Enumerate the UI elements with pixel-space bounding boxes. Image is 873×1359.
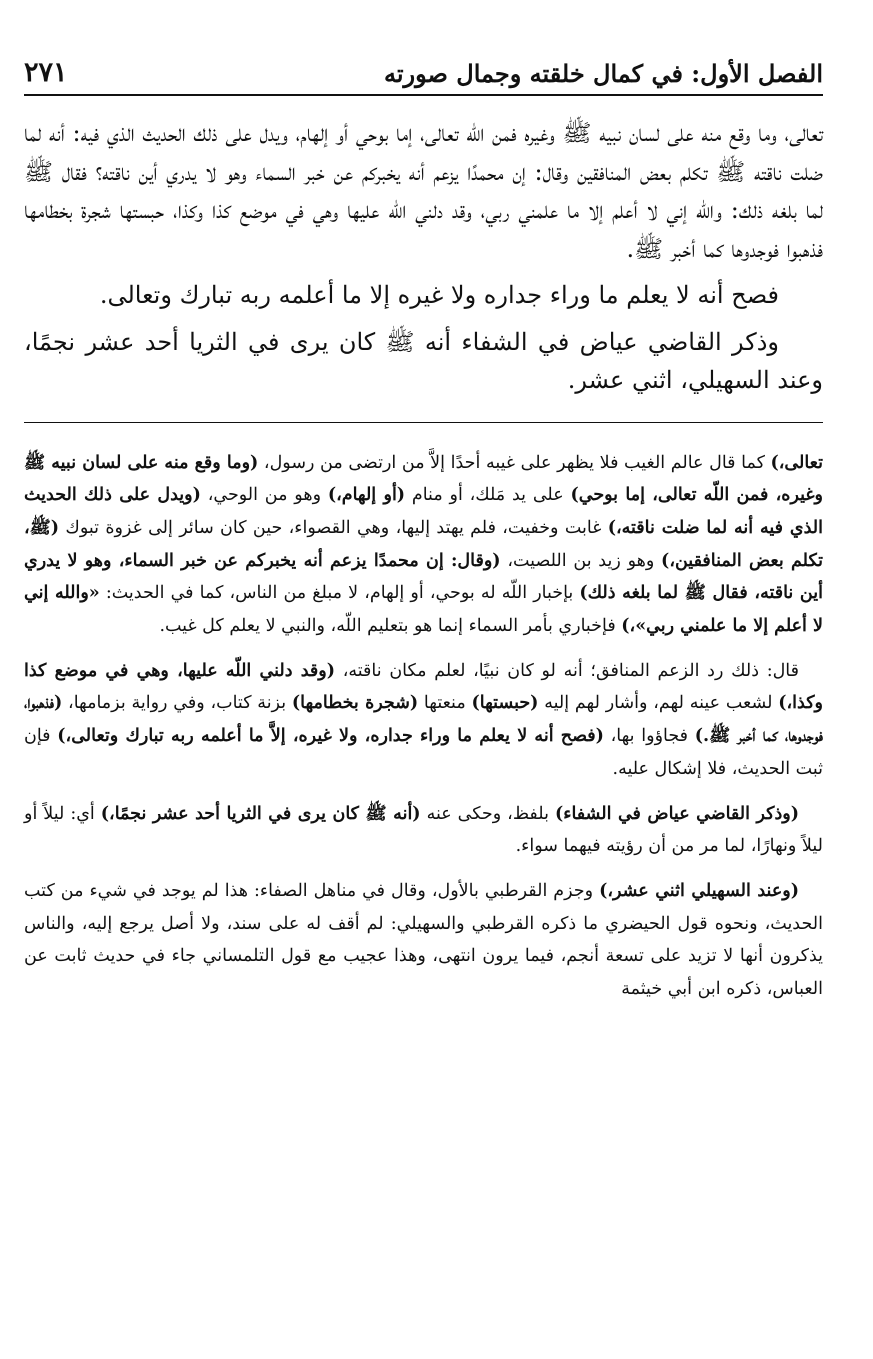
commentary-text: وهو من الوحي، <box>200 485 328 506</box>
quoted-matn: (وذكر القاضي عياض في الشفاء) <box>554 803 799 824</box>
running-header <box>24 48 823 96</box>
quoted-matn: (وما وقع منه على لسان نبيه ﷺ وغيره، فمن اللّه تعالى، إما بوحي) <box>24 452 823 506</box>
commentary-text: قال: ذلك رد الزعم المنافق؛ أنه لو كان نبيًا، لعلم مكان ناقته، <box>335 660 800 681</box>
quoted-matn: (ويدل على ذلك الحديث الذي فيه أنه لما ضلت ناقته،) <box>24 485 823 538</box>
commentary-text: أي: ليلاً أو ليلاً ونهارًا، لما مر من أن رؤيته فيهما سواء. <box>24 803 823 857</box>
commentary-text: على يد مَلك، أو منام <box>405 485 571 506</box>
commentary-text: بإخبار اللّه له بوحي، أو إلهام، لا مبلغ من الناس، كما في الحديث: <box>99 583 580 604</box>
quoted-matn: (أو إلهام،) <box>327 485 406 506</box>
commentary-text: وجزم القرطبي بالأول، وقال في مناهل الصفاء: هذا لم يوجد في شيء من كتب الحديث، ونحوه قول الحيضري ما ذكره القرطبي والسهيلي: لم أقف له على سند، ولا أصل يرجع إليه، والناس يذكرون أنها لا تزيد على تسعة أنجم، فيما يرون انتهى، وهذا عجيب مع قول التلمساني جاء في حديث ثابت عن العباس، ذكره ابن أبي خيثمة <box>24 880 823 1000</box>
commentary-text: غابت وخفيت، فلم يهتد إليها، وهي القصواء، حين كان سائر إلى غزوة تبوك <box>59 517 608 538</box>
commentary-paragraph <box>24 655 823 786</box>
main-paragraph: تعالى، وما وقع منه على لسان نبيه ﷺ وغيره فمن الله تعالى، إما بوحي أو إلهام، ويدل على ذلك الحديث الذي فيه: أنه لما ضلت ناقته ﷺ تكلم بعض المنافقين وقال: إن محمدًا يزعم أنه يخبركم عن خبر السماء وهو لا يدري أين ناقته؟ فقال ﷺ لما بلغه ذلك: والله إني لا أعلم إلا ما علمني ربي، وقد دلني الله عليها وهي في موضع كذا وكذا، حبستها شجرة بخطامها فذهبوا فوجدوها كما أخبر ﷺ. <box>24 119 823 263</box>
commentary-text: فجاؤوا بها، <box>603 726 695 747</box>
commentary-paragraph <box>24 798 823 863</box>
quoted-matn: (فصح أنه لا يعلم ما وراء جداره، ولا غيره، إلاَّ ما أعلمه ربه تبارك وتعالى،) <box>57 726 604 747</box>
footnote-divider <box>24 422 823 423</box>
chapter-title: الفصل الأول: في كمال خلقته وجمال صورته <box>383 59 823 88</box>
quoted-matn: (وعند السهيلي اثني عشر،) <box>599 880 800 901</box>
commentary-text: كما قال عالم الغيب فلا يظهر على غيبه أحدًا إلاَّ من ارتضى من رسول، <box>258 452 771 473</box>
quoted-matn: (وقد دلني اللّه عليها، وهي في موضع كذا وكذا،) <box>24 660 823 714</box>
main-text <box>24 114 823 400</box>
commentary-text: منعتها <box>418 693 472 714</box>
quoted-matn: (شجرة بخطامها) <box>291 693 419 714</box>
page-number: ٢٧١ <box>24 57 68 88</box>
commentary-paragraph <box>24 875 823 1006</box>
quoted-matn: (وقال: إن محمدًا يزعم أنه يخبركم عن خبر السماء، وهو لا يدري أين ناقته، فقال ﷺ لما بلغه ذلك) <box>24 550 823 604</box>
commentary-text: وهو زيد بن اللصيت، <box>500 550 662 571</box>
quoted-matn: «والله إني لا أعلم إلا ما علمني ربي»،) <box>24 583 823 637</box>
quoted-matn: (ﷺ، تكلم بعض المنافقين،) <box>24 517 824 571</box>
quoted-matn: (فذهبوا، فوجدوها، كما أخبر ﷺ.) <box>24 693 823 747</box>
commentary-text: بلفظ، وحكى عنه <box>420 803 555 824</box>
commentary <box>24 447 823 1006</box>
commentary-text: لشعب عينه لهم، وأشار لهم إليه <box>538 693 779 714</box>
commentary-paragraph <box>24 447 823 643</box>
commentary-text: فإن ثبت الحديث، فلا إشكال عليه. <box>24 726 823 779</box>
quoted-matn: (أنه ﷺ كان يرى في الثريا أحد عشر نجمًا،) <box>100 803 421 824</box>
commentary-text: بزنة كتاب، وفي رواية بزمامها، <box>62 693 292 714</box>
commentary-text: فإخباري بأمر السماء إنما هو بتعليم اللّه، والنبي لا يعلم كل غيب. <box>159 616 622 637</box>
quoted-matn: تعالى،) <box>770 452 823 473</box>
main-paragraph: فصح أنه لا يعلم ما وراء جداره ولا غيره إلا ما أعلمه ربه تبارك وتعالى. <box>99 281 779 309</box>
quoted-matn: (حبستها) <box>471 693 539 714</box>
main-paragraph: وذكر القاضي عياض في الشفاء أنه ﷺ كان يرى في الثريا أحد عشر نجمًا، وعند السهيلي، اثني عشر. <box>24 327 823 394</box>
